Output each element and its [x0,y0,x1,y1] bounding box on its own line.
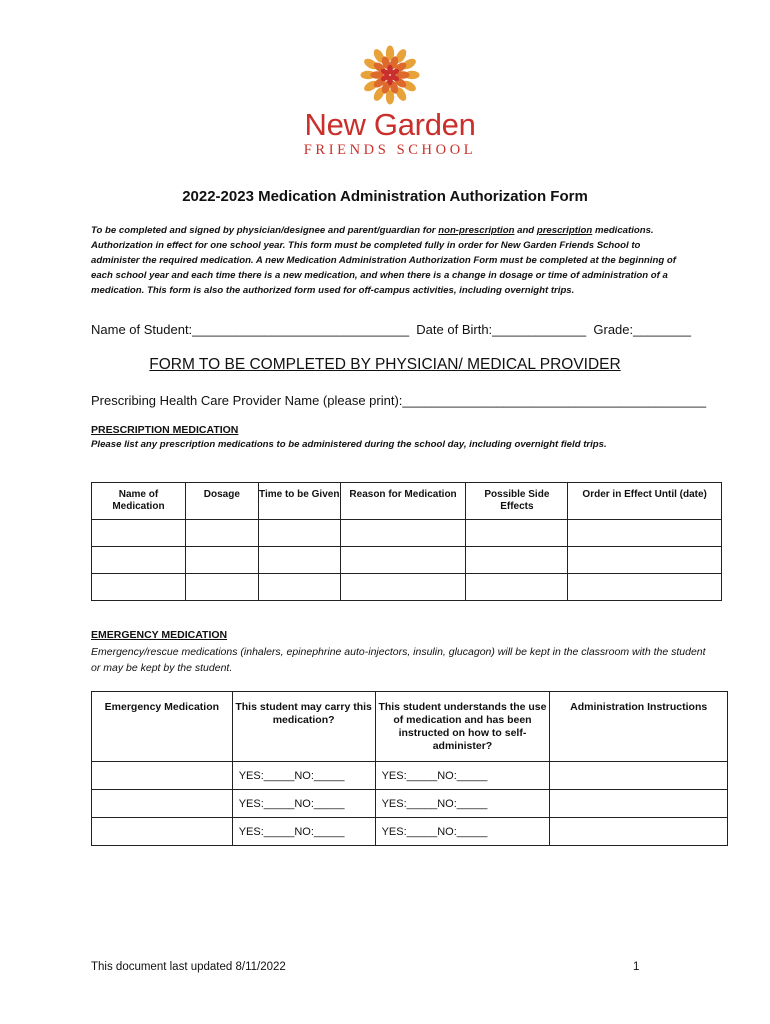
col-reason-for-medication: Reason for Medication [340,483,466,520]
table-cell[interactable] [550,790,728,818]
table-cell[interactable] [550,762,728,790]
form-title: 2022-2023 Medication Administration Authorization Form [182,188,588,205]
understands-yes-no[interactable]: YES:_____NO:_____ [375,762,550,790]
table-cell[interactable] [92,547,186,574]
school-subtitle: FRIENDS SCHOOL [303,142,477,158]
understands-yes-no[interactable]: YES:_____NO:_____ [375,790,550,818]
table-cell[interactable] [340,547,466,574]
emergency-table [91,691,728,846]
table-cell[interactable] [466,520,568,547]
prescription-text: prescription [536,225,593,236]
table-row [92,790,728,818]
col-name-of-medication: Name of Medication [92,483,186,520]
table-cell[interactable] [258,547,340,574]
page-number: 1 [633,961,640,973]
may-carry-yes-no[interactable]: YES:_____NO:_____ [232,790,375,818]
emergency-note: Emergency/rescue medications (inhalers, epinephrine auto-injectors, insulin, glucagon) will be kept in the classroom with the student or may be kept by the student. [91,646,706,674]
may-carry-yes-no[interactable]: YES:_____NO:_____ [232,818,375,846]
table-cell[interactable] [466,574,568,601]
table-cell[interactable] [550,818,728,846]
prescription-table [91,482,722,601]
table-cell[interactable] [258,574,340,601]
table-cell[interactable] [258,520,340,547]
col-time-to-be-given: Time to be Given [258,483,340,520]
col-emergency-medication: Emergency Medication [92,692,233,762]
flower-logo-icon [355,44,425,106]
table-cell[interactable] [568,520,722,547]
school-logo [290,44,490,158]
school-name: New Garden [304,107,476,142]
col-dosage: Dosage [185,483,258,520]
table-row [92,547,722,574]
understands-yes-no[interactable]: YES:_____NO:_____ [375,818,550,846]
table-row [92,818,728,846]
table-cell[interactable] [92,574,186,601]
non-prescription-text: non-prescription [438,225,515,236]
prescription-heading: PRESCRIPTION MEDICATION [91,424,239,436]
table-cell[interactable] [568,574,722,601]
col-understands-use: This student understands the use of medication and has been instructed on how to self-administer? [375,692,550,762]
form-intro: To be completed and signed by physician/designee and parent/guardian for non-prescription and prescription medications. Authorization in effect for one school year. This form must be completed fully in order for New Garden Friends School to administer the required medication. A new Medication Administration Authorization Form must be completed at the beginning of each school year and each time there is a new medication, and when there is a change in dosage or time of administration of a medication. This form is also the authorized form used for off-campus activities, including overnight trips. [91,225,676,296]
provider-name-line[interactable]: Prescribing Health Care Provider Name (please print):__________________________________________ [91,393,707,408]
table-cell[interactable] [466,547,568,574]
table-row [92,520,722,547]
table-cell[interactable] [92,818,233,846]
table-cell[interactable] [185,574,258,601]
table-cell[interactable] [185,520,258,547]
student-info-line[interactable]: Name of Student:______________________________ Date of Birth:_____________ Grade:________ [91,322,691,337]
table-row [92,762,728,790]
col-may-carry: This student may carry this medication? [232,692,375,762]
table-cell[interactable] [340,574,466,601]
table-cell[interactable] [185,547,258,574]
prescription-note: Please list any prescription medications to be administered during the school day, including overnight field trips. [91,439,607,450]
col-order-in-effect-until: Order in Effect Until (date) [568,483,722,520]
col-administration-instructions: Administration Instructions [550,692,728,762]
emergency-heading: EMERGENCY MEDICATION [91,629,228,641]
table-cell[interactable] [568,547,722,574]
table-header-row [92,483,722,520]
table-header-row [92,692,728,762]
table-cell[interactable] [92,520,186,547]
physician-section-title: FORM TO BE COMPLETED BY PHYSICIAN/ MEDICAL PROVIDER [149,356,621,373]
may-carry-yes-no[interactable]: YES:_____NO:_____ [232,762,375,790]
footer-updated: This document last updated 8/11/2022 [91,961,286,973]
col-possible-side-effects: Possible Side Effects [466,483,568,520]
table-cell[interactable] [92,762,233,790]
table-cell[interactable] [340,520,466,547]
table-cell[interactable] [92,790,233,818]
table-row [92,574,722,601]
